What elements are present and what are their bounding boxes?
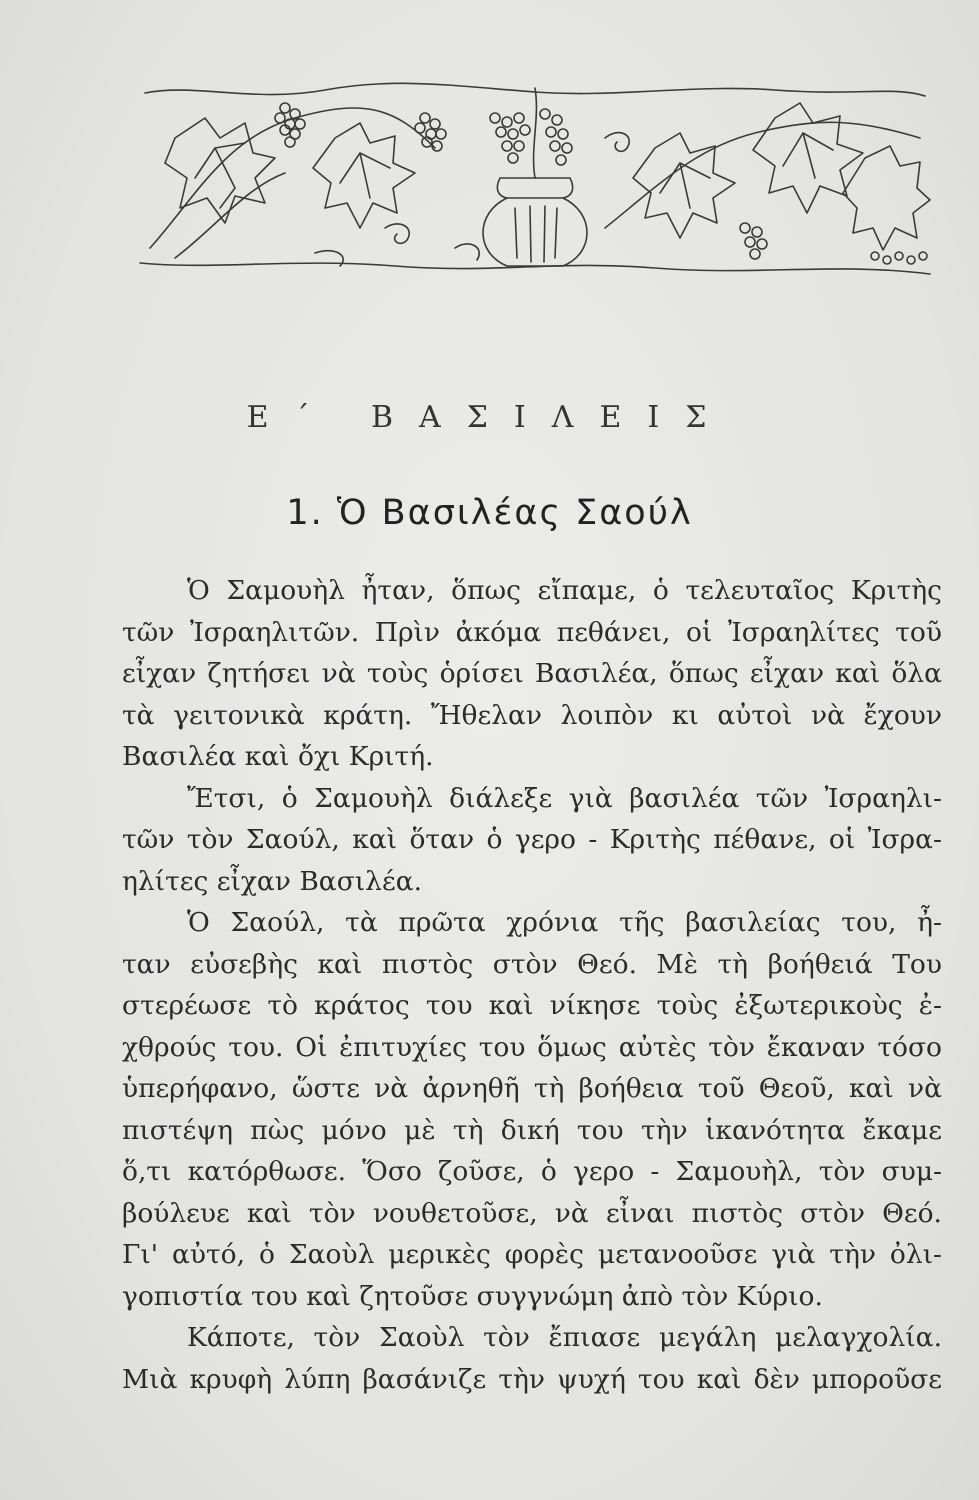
text-line: βούλευε καὶ τὸν νουθετοῦσε, νὰ εἶναι πιστὸς στὸν Θεό. [122,1197,942,1229]
text-line: ηλίτες εἶχαν Βασιλέα. [122,865,423,897]
text-line: τῶν Ἰσραηλιτῶν. Πρὶν ἀκόμα πεθάνει, οἱ Ἰσραηλίτες τοῦ [122,616,942,648]
text-line: Κάποτε, τὸν Σαοὺλ τὸν ἔπιασε μεγάλη μελαγχολία. [187,1322,942,1353]
text-line: εἶχαν ζητήσει νὰ τοὺς ὁρίσει Βασιλέα, ὅπως εἶχαν καὶ ὅλα [122,658,942,689]
text-line: ὅ,τι κατόρθωσε. Ὅσο ζοῦσε, ὁ γερο - Σαμουὴλ, τὸν συμ- [122,1156,942,1187]
text-line: στερέωσε τὸ κράτος του καὶ νίκησε τοὺς ἐξωτερικοὺς ἐ- [122,990,942,1021]
text-line: πιστέψη πὼς μόνο μὲ τὴ δική του τὴν ἱκανότητα ἔκαμε [122,1114,942,1146]
text-line: Ἔτσι, ὁ Σαμουὴλ διάλεξε γιὰ βασιλέα τῶν Ἰσραηλι- [187,782,942,814]
text-line: Ὁ Σαούλ, τὰ πρῶτα χρόνια τῆς βασιλείας του, ἦ- [187,907,942,938]
text-line: τὰ γειτονικὰ κράτη. Ἤθελαν λοιπὸν κι αὐτοὶ νὰ ἔχουν [122,699,942,731]
grapevine-vase-ornament-icon [135,78,935,283]
text-line: Μιὰ κρυφὴ λύπη βασάνιζε τὴν ψυχή του καὶ δὲν μποροῦσε [122,1363,942,1395]
text-line: χθρούς του. Οἱ ἐπιτυχίες του ὅμως αὐτὲς τὸν ἔκαναν τόσο [122,1031,942,1063]
text-line: Βασιλέα καὶ ὄχι Κριτή. [122,741,434,772]
text-line: Ὁ Σαμουὴλ ἦταν, ὅπως εἴπαμε, ὁ τελευταῖος Κριτὴς [187,575,942,606]
text-line: ὑπερήφανο, ὥστε νὰ ἀρνηθῆ τὴ βοήθεια τοῦ Θεοῦ, καὶ νὰ [122,1073,942,1104]
text-line: Γι' αὐτό, ὁ Σαοὺλ μερικὲς φορὲς μετανοοῦσε γιὰ τὴν ὀλι- [122,1239,942,1270]
body-text [122,570,942,1400]
section-heading: Ε΄ ΒΑΣΙΛΕΙΣ [246,400,733,435]
chapter-title: 1. Ὁ Βασιλέας Σαούλ [286,493,693,533]
text-line: γοπιστία του καὶ ζητοῦσε συγγνώμη ἀπὸ τὸν Κύριο. [122,1280,823,1312]
text-line: τῶν τὸν Σαούλ, καὶ ὅταν ὁ γερο - Κριτὴς πέθανε, οἱ Ἰσρα- [122,824,942,855]
text-line: ταν εὐσεβὴς καὶ πιστὸς στὸν Θεό. Μὲ τὴ βοήθειά Του [122,948,942,980]
